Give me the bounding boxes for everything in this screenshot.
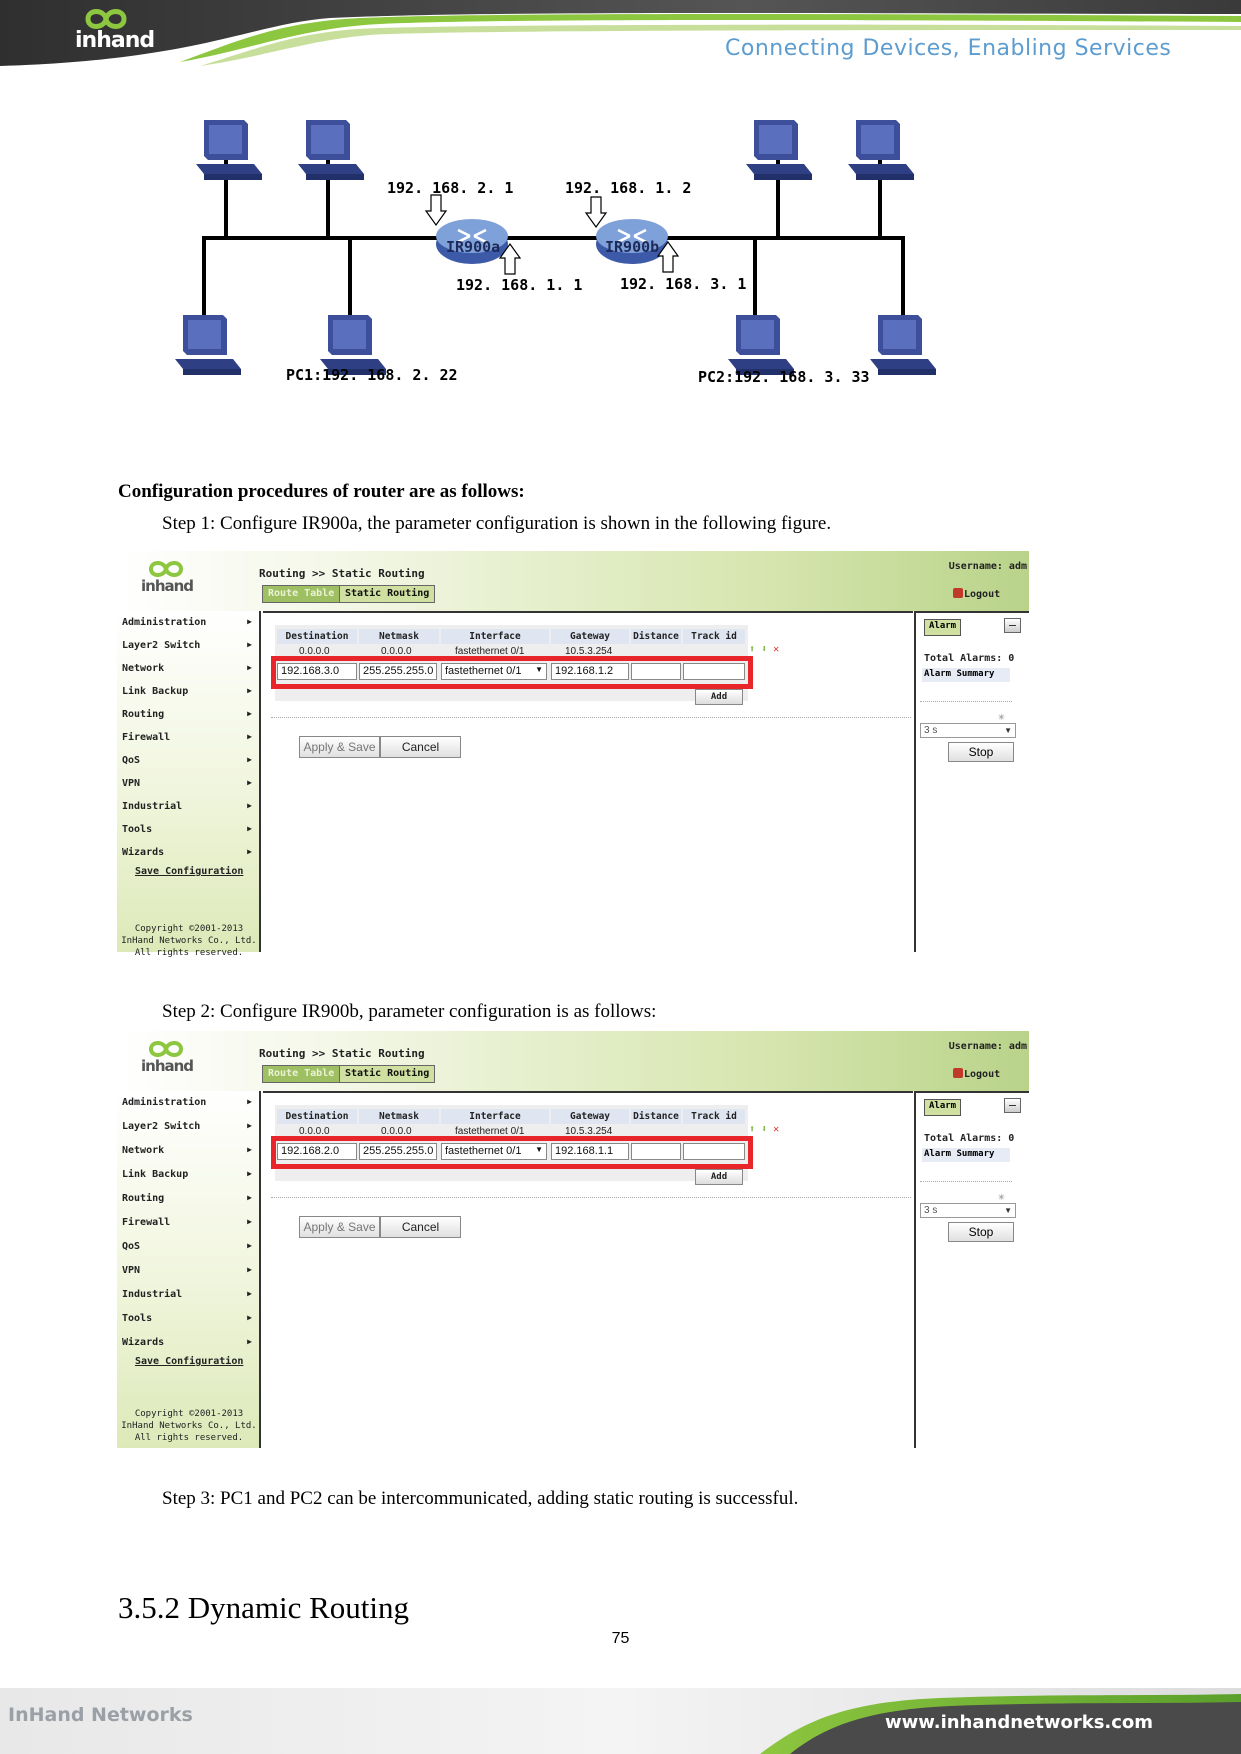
copyright-line: Copyright ©2001-2013 (134, 924, 244, 934)
footer-brand: InHand Networks (8, 1704, 193, 1726)
header-logo-text: inhand (75, 28, 155, 53)
refresh-interval-select[interactable]: 3 s ▼ (920, 723, 1016, 738)
column-header-distance: Distance (631, 1109, 681, 1124)
arrow-down-icon (586, 197, 606, 227)
loading-spinner-icon: ✳ (998, 1190, 1005, 1203)
menu-item-firewall[interactable]: Firewall ▶ (122, 1217, 252, 1228)
chevron-right-icon: ▶ (247, 709, 252, 718)
column-header-interface: Interface (441, 629, 549, 644)
menu-item-link-backup[interactable]: Link Backup ▶ (122, 686, 252, 697)
tab-static-routing[interactable]: Static Routing (339, 1065, 435, 1083)
menu-item-vpn[interactable]: VPN ▶ (122, 778, 252, 789)
dropdown-arrow-icon: ▼ (1004, 1206, 1012, 1215)
route-netmask-cell: 0.0.0.0 (381, 646, 412, 657)
router-ui-screenshot-b (117, 1031, 1029, 1448)
netmask-input[interactable]: 255.255.255.0 (359, 1143, 437, 1160)
gateway-input[interactable]: 192.168.1.2 (551, 663, 629, 680)
router-a-label: IR900a (446, 238, 501, 256)
chevron-right-icon: ▶ (247, 1169, 252, 1178)
chevron-right-icon: ▶ (247, 732, 252, 741)
chevron-right-icon: ▶ (247, 847, 252, 856)
pc-icon (175, 315, 241, 375)
row-action-icons (749, 1124, 779, 1135)
chevron-right-icon: ▶ (247, 1097, 252, 1106)
chevron-right-icon: ▶ (247, 686, 252, 695)
column-header-distance: Distance (631, 629, 681, 644)
add-button[interactable]: Add (695, 689, 743, 705)
pc2-label: PC2:192. 168. 3. 33 (698, 368, 870, 386)
column-header-track-id: Track id (683, 629, 745, 644)
chevron-right-icon: ▶ (247, 1313, 252, 1322)
router-ui-sidebar (117, 611, 261, 958)
chevron-right-icon: ▶ (247, 1145, 252, 1154)
netmask-input[interactable]: 255.255.255.0 (359, 663, 437, 680)
route-interface-cell: fastethernet 0/1 (455, 1126, 525, 1137)
arrow-down-icon (426, 195, 446, 225)
column-header-gateway: Gateway (551, 1109, 629, 1124)
menu-item-layer2-switch[interactable]: Layer2 Switch ▶ (122, 640, 252, 651)
add-button[interactable]: Add (695, 1169, 743, 1185)
column-header-netmask: Netmask (359, 629, 439, 644)
route-netmask-cell: 0.0.0.0 (381, 1126, 412, 1137)
menu-item-firewall[interactable]: Firewall ▶ (122, 732, 252, 743)
divider (920, 701, 1012, 702)
refresh-interval-select[interactable]: 3 s ▼ (920, 1203, 1016, 1218)
breadcrumb: Routing >> Static Routing (259, 567, 425, 580)
alarm-summary-link[interactable]: Alarm Summary (922, 668, 1010, 682)
page-header (0, 0, 1241, 70)
menu-item-wizards[interactable]: Wizards ▶ (122, 847, 252, 858)
column-header-destination: Destination (277, 629, 357, 644)
pc1-label: PC1:192. 168. 2. 22 (286, 366, 458, 384)
logout-icon (953, 588, 963, 598)
move-up-icon[interactable]: ⬆ (749, 1124, 756, 1135)
route-gateway-cell: 10.5.3.254 (565, 1126, 613, 1137)
menu-item-qos[interactable]: QoS ▶ (122, 1241, 252, 1252)
interface-select[interactable]: fastethernet 0/1 ▼ (441, 663, 547, 680)
pc2-icon (728, 315, 794, 375)
gateway-input[interactable]: 192.168.1.1 (551, 1143, 629, 1160)
loading-spinner-icon: ✳ (998, 710, 1005, 723)
username-label: Username: adm (948, 1041, 1027, 1052)
ip-label-192-168-2-1: 192. 168. 2. 1 (387, 179, 514, 197)
router-ui-main (263, 611, 913, 952)
chevron-right-icon: ▶ (247, 755, 252, 764)
chevron-right-icon: ▶ (247, 1193, 252, 1202)
tab-route-table[interactable]: Route Table (262, 1065, 340, 1083)
step1-text: Step 1: Configure IR900a, the parameter configuration is shown in the following figure. (162, 513, 832, 534)
chevron-right-icon: ▶ (247, 824, 252, 833)
alarm-summary-link[interactable]: Alarm Summary (922, 1148, 1010, 1162)
menu-item-administration[interactable]: Administration ▶ (122, 1097, 252, 1108)
chevron-right-icon: ▶ (247, 663, 252, 672)
destination-input[interactable]: 192.168.2.0 (277, 1143, 357, 1160)
interface-select[interactable]: fastethernet 0/1 ▼ (441, 1143, 547, 1160)
chevron-right-icon: ▶ (247, 1217, 252, 1226)
router-ui-screenshot-a (117, 551, 1029, 958)
menu-item-layer2-switch[interactable]: Layer2 Switch ▶ (122, 1121, 252, 1132)
page-number: 75 (611, 1630, 630, 1647)
network-topology-diagram (180, 120, 1060, 440)
header-tagline: Connecting Devices, Enabling Services (725, 36, 1172, 61)
router-b-label: IR900b (605, 238, 660, 256)
copyright-line: InHand Networks Co., Ltd. (121, 936, 257, 946)
chevron-right-icon: ▶ (247, 640, 252, 649)
row-action-icons (749, 644, 779, 655)
menu-item-industrial[interactable]: Industrial ▶ (122, 1289, 252, 1300)
destination-input[interactable]: 192.168.3.0 (277, 663, 357, 680)
chevron-right-icon: ▶ (247, 1265, 252, 1274)
save-configuration-link[interactable]: Save Configuration (135, 1356, 244, 1367)
stop-button[interactable]: Stop (948, 742, 1014, 762)
column-header-track-id: Track id (683, 1109, 745, 1124)
menu-item-administration[interactable]: Administration ▶ (122, 617, 252, 628)
alarm-panel (914, 611, 1029, 952)
apply-save-button[interactable]: Apply & Save (299, 736, 380, 758)
router-ui-logo-text: inhand (141, 1057, 194, 1075)
ip-label-192-168-1-1: 192. 168. 1. 1 (456, 276, 583, 294)
cancel-button[interactable]: Cancel (380, 1216, 461, 1238)
router-ui-topbar (117, 551, 1029, 611)
cancel-button[interactable]: Cancel (380, 736, 461, 758)
move-down-icon[interactable]: ⬇ (761, 644, 768, 655)
ip-label-192-168-3-1: 192. 168. 3. 1 (620, 275, 747, 293)
menu-item-link-backup[interactable]: Link Backup ▶ (122, 1169, 252, 1180)
dropdown-arrow-icon: ▼ (535, 1145, 543, 1154)
chevron-right-icon: ▶ (247, 1241, 252, 1250)
dropdown-arrow-icon: ▼ (1004, 726, 1012, 735)
pc-icon (298, 120, 364, 180)
router-ui-logo-text: inhand (141, 577, 194, 595)
highlight-box (271, 1136, 753, 1169)
copyright-line: Copyright ©2001-2013 (134, 1409, 244, 1419)
footer-website: www.inhandnetworks.com (885, 1712, 1154, 1733)
menu-item-network[interactable]: Network ▶ (122, 663, 252, 674)
alarm-panel (914, 1091, 1029, 1448)
save-configuration-link[interactable]: Save Configuration (135, 866, 244, 877)
move-up-icon[interactable]: ⬆ (749, 644, 756, 655)
chevron-right-icon: ▶ (247, 1337, 252, 1346)
menu-item-tools[interactable]: Tools ▶ (122, 824, 252, 835)
username-label: Username: adm (948, 561, 1027, 572)
pc-icon (196, 120, 262, 180)
divider (920, 1181, 1012, 1182)
ip-label-192-168-1-2: 192. 168. 1. 2 (565, 179, 692, 197)
logout-icon (953, 1068, 963, 1078)
divider (271, 1197, 911, 1198)
copyright-line: All rights reserved. (134, 948, 244, 958)
menu-item-wizards[interactable]: Wizards ▶ (122, 1337, 252, 1348)
tab-route-table[interactable]: Route Table (262, 585, 340, 603)
alarm-tab[interactable]: Alarm (924, 619, 961, 636)
breadcrumb: Routing >> Static Routing (259, 1047, 425, 1060)
menu-item-industrial[interactable]: Industrial ▶ (122, 801, 252, 812)
menu-item-tools[interactable]: Tools ▶ (122, 1313, 252, 1324)
move-down-icon[interactable]: ⬇ (761, 1124, 768, 1135)
copyright-line: All rights reserved. (134, 1433, 244, 1443)
section-heading-dynamic-routing: 3.5.2 Dynamic Routing (118, 1590, 410, 1625)
chevron-right-icon: ▶ (247, 617, 252, 626)
step3-text: Step 3: PC1 and PC2 can be intercommunicated, adding static routing is successful. (162, 1488, 799, 1509)
route-destination-cell: 0.0.0.0 (299, 1126, 330, 1137)
copyright-line: InHand Networks Co., Ltd. (121, 1421, 257, 1431)
logout-link[interactable]: Logout (953, 588, 1000, 600)
chevron-right-icon: ▶ (247, 801, 252, 810)
tab-static-routing[interactable]: Static Routing (339, 585, 435, 603)
route-gateway-cell: 10.5.3.254 (565, 646, 613, 657)
minimize-icon[interactable] (1004, 1098, 1021, 1113)
column-header-interface: Interface (441, 1109, 549, 1124)
chevron-right-icon: ▶ (247, 1121, 252, 1130)
column-header-destination: Destination (277, 1109, 357, 1124)
menu-item-qos[interactable]: QoS ▶ (122, 755, 252, 766)
chevron-right-icon: ▶ (247, 1289, 252, 1298)
chevron-right-icon: ▶ (247, 778, 252, 787)
menu-item-routing[interactable]: Routing ▶ (122, 709, 252, 720)
highlight-box (271, 656, 753, 689)
total-alarms: Total Alarms: 0 (924, 1133, 1015, 1144)
config-procedures-heading: Configuration procedures of router are as follows: (118, 481, 525, 502)
logout-link[interactable]: Logout (953, 1068, 1000, 1080)
route-destination-cell: 0.0.0.0 (299, 646, 330, 657)
menu-item-network[interactable]: Network ▶ (122, 1145, 252, 1156)
pc-icon (848, 120, 914, 180)
router-ui-main (263, 1091, 913, 1448)
menu-item-routing[interactable]: Routing ▶ (122, 1193, 252, 1204)
menu-item-vpn[interactable]: VPN ▶ (122, 1265, 252, 1276)
delete-icon[interactable]: ✕ (773, 1124, 780, 1135)
minimize-icon[interactable] (1004, 618, 1021, 633)
stop-button[interactable]: Stop (948, 1222, 1014, 1242)
divider (271, 717, 911, 718)
column-header-netmask: Netmask (359, 1109, 439, 1124)
pc-icon (870, 315, 936, 375)
route-interface-cell: fastethernet 0/1 (455, 646, 525, 657)
router-ui-topbar (117, 1031, 1029, 1091)
total-alarms: Total Alarms: 0 (924, 653, 1015, 664)
apply-save-button[interactable]: Apply & Save (299, 1216, 380, 1238)
dropdown-arrow-icon: ▼ (535, 665, 543, 674)
column-header-gateway: Gateway (551, 629, 629, 644)
delete-icon[interactable]: ✕ (773, 644, 780, 655)
pc-icon (746, 120, 812, 180)
router-ui-sidebar (117, 1091, 261, 1448)
step2-text: Step 2: Configure IR900b, parameter configuration is as follows: (162, 1001, 657, 1022)
alarm-tab[interactable]: Alarm (924, 1099, 961, 1116)
